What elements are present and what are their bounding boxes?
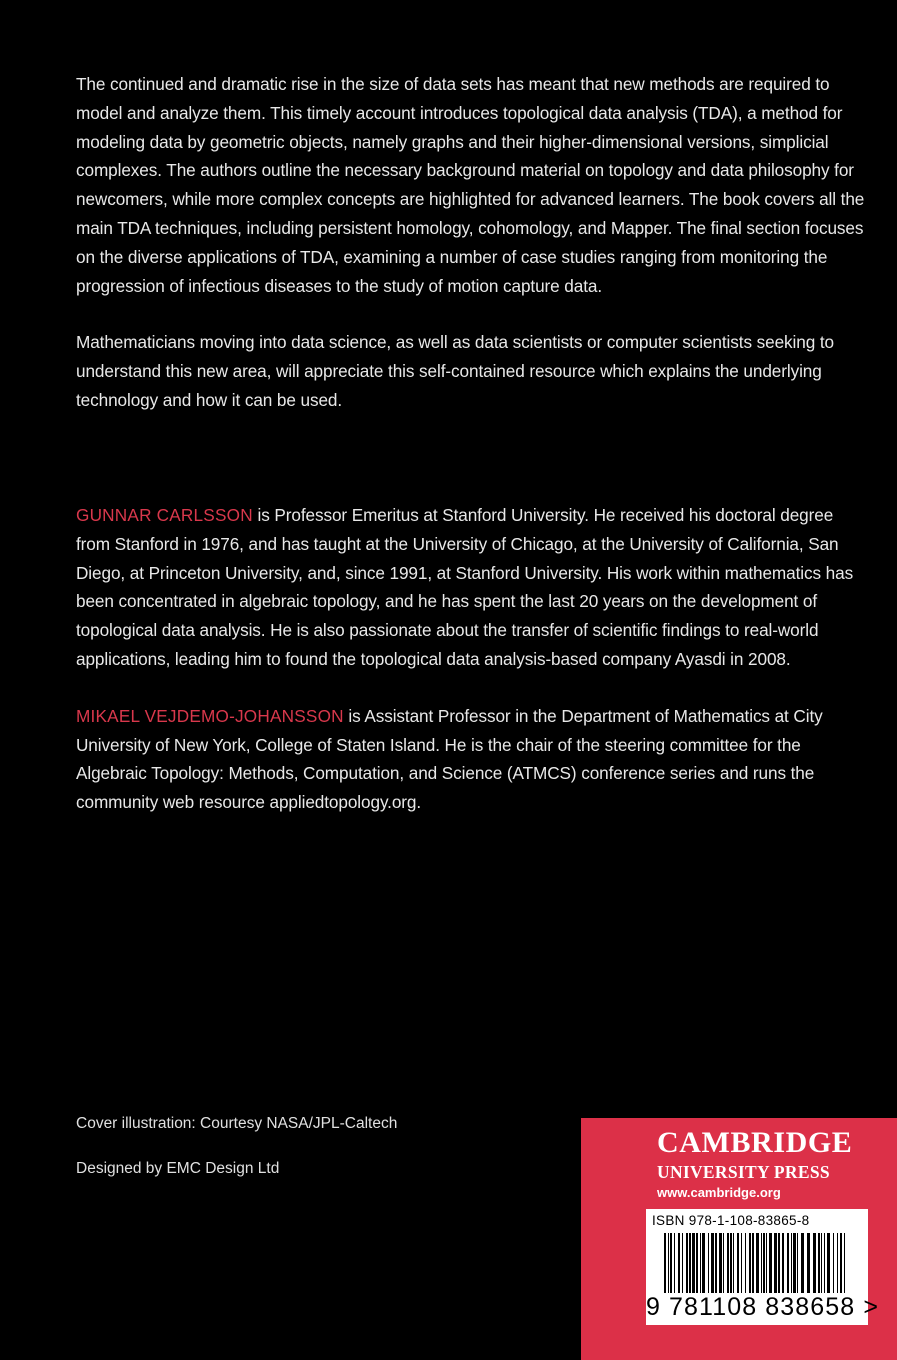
author-name-2: MIKAEL VEJDEMO-JOHANSSON: [76, 705, 344, 726]
author-bio-1: [76, 501, 866, 674]
author-bios: [76, 501, 866, 817]
author-bio-text-1: is Professor Emeritus at Stanford University. He received his doctoral degree from Stanford in 1976, and has taught at the University of Chicago, at the University of California, San Diego, at Princeton University, and, since 1991, at Stanford University. His work within mathematics has been concentrated in algebraic topology, and he has spent the last 20 years on the development of topological data analysis. He is also passionate about the transfer of scientific findings to real-world applications, leading him to found the topological data analysis-based company Ayasdi in 2008.: [76, 505, 854, 669]
isbn-label: ISBN 978-1-108-83865-8: [652, 1213, 810, 1228]
author-bio-2: [76, 702, 866, 817]
isbn-barcode: [646, 1209, 880, 1325]
author-bio-text-2: is Assistant Professor in the Department of Mathematics at City University of New York, College of Staten Island. He is the chair of the steering committee for the Algebraic Topology: Methods, Computation, and Science (ATMCS) conference series and runs the community web resource appliedtopology.org.: [76, 705, 823, 813]
description-paragraph-1: The continued and dramatic rise in the size of data sets has meant that new methods are required to model and analyze them. This timely account introduces topological data analysis (TDA), a method for modeling data by geometric objects, namely graphs and their higher-dimensional versions, simplicial complexes. The authors outline the necessary background material on topology and data philosophy for newcomers, while more complex concepts are highlighted for advanced learners. The book covers all the main TDA techniques, including persistent homology, cohomology, and Mapper. The final section focuses on the diverse applications of TDA, examining a number of case studies ranging from monitoring the progression of infectious diseases to the study of motion capture data.: [76, 74, 865, 296]
author-name-1: GUNNAR CARLSSON: [76, 505, 253, 525]
publisher-website: www.cambridge.org: [657, 1185, 781, 1200]
barcode-digits: 9 781108 838658 >: [646, 1293, 880, 1321]
design-credit: Designed by EMC Design Ltd: [76, 1160, 280, 1177]
barcode-bars: [650, 1233, 864, 1293]
cover-illustration-credit: Cover illustration: Courtesy NASA/JPL-Caltech: [76, 1115, 398, 1132]
book-description: [76, 70, 866, 415]
publisher-name-line1: CAMBRIDGE: [657, 1126, 853, 1159]
publisher-name-line2: UNIVERSITY PRESS: [657, 1162, 830, 1182]
description-paragraph-2: Mathematicians moving into data science, as well as data scientists or computer scientists seeking to understand this new area, will appreciate this self-contained resource which explains the underlying technology and how it can be used.: [76, 332, 834, 410]
